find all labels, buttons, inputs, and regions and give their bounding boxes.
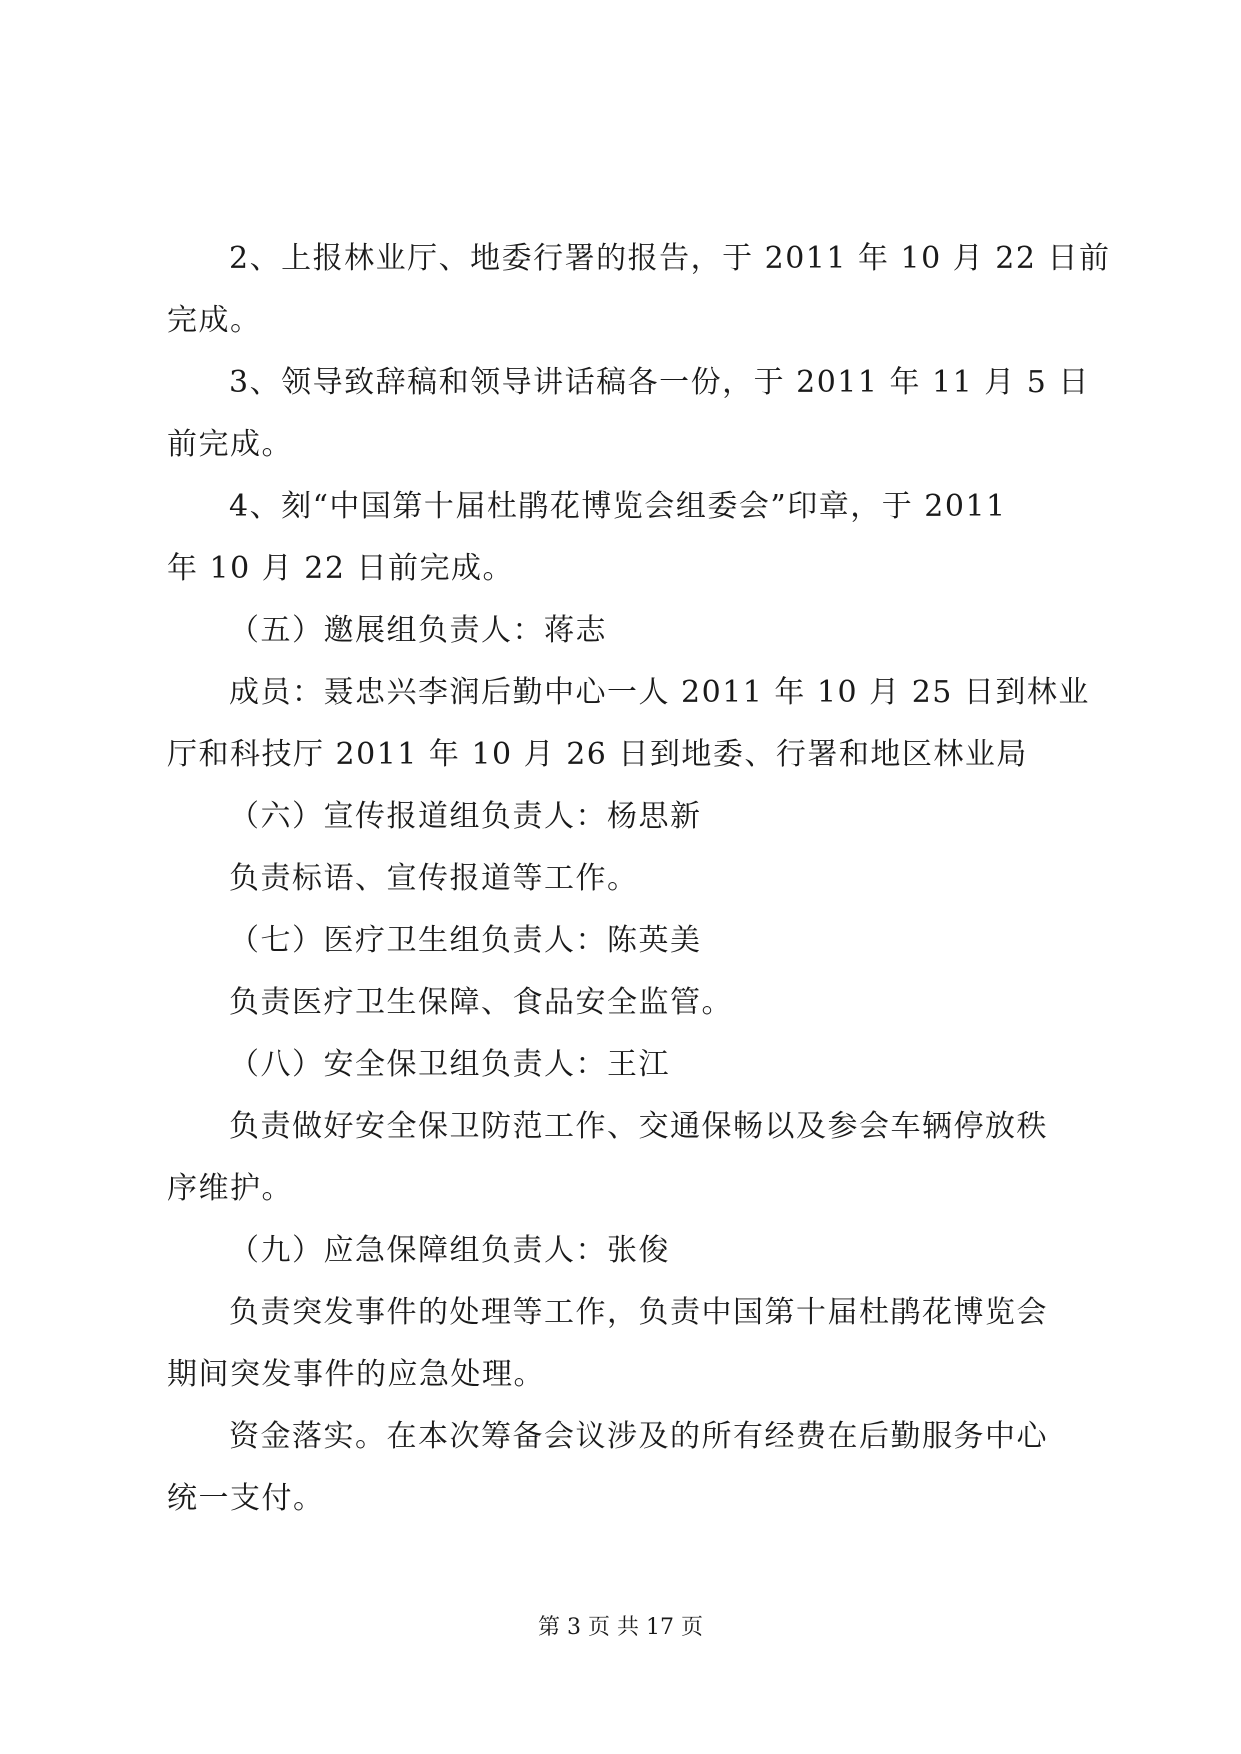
paragraph-line: 2、上报林业厅、地委行署的报告，于 2011 年 10 月 22 日前 — [229, 241, 1111, 276]
paragraph-line: 前完成。 — [167, 427, 293, 462]
paragraph-line: 完成。 — [167, 303, 262, 338]
paragraph-line: 期间突发事件的应急处理。 — [167, 1357, 545, 1392]
paragraph-line: 负责做好安全保卫防范工作、交通保畅以及参会车辆停放秩 — [229, 1109, 1048, 1144]
section-heading: （六）宣传报道组负责人：杨思新 — [229, 799, 702, 834]
document-body — [167, 228, 1111, 1530]
page-number-footer: 第 3 页 共 17 页 — [538, 1615, 703, 1640]
paragraph-line: 年 10 月 22 日前完成。 — [167, 551, 514, 586]
paragraph-line: 负责医疗卫生保障、食品安全监管。 — [229, 985, 733, 1020]
paragraph-line: 4、刻“中国第十届杜鹃花博览会组委会”印章，于 2011 — [229, 489, 1007, 524]
section-heading: （五）邀展组负责人：蒋志 — [229, 613, 607, 648]
paragraph-line: 成员：聂忠兴李润后勤中心一人 2011 年 10 月 25 日到林业 — [229, 675, 1090, 710]
paragraph-line: 负责标语、宣传报道等工作。 — [229, 861, 639, 896]
paragraph-line: 统一支付。 — [167, 1481, 325, 1516]
paragraph-line: 厅和科技厅 2011 年 10 月 26 日到地委、行署和地区林业局 — [167, 737, 1028, 772]
section-heading: （九）应急保障组负责人：张俊 — [229, 1233, 670, 1268]
section-heading: （八）安全保卫组负责人：王江 — [229, 1047, 670, 1082]
paragraph-line: 负责突发事件的处理等工作，负责中国第十届杜鹃花博览会 — [229, 1295, 1048, 1330]
paragraph-line: 3、领导致辞稿和领导讲话稿各一份，于 2011 年 11 月 5 日 — [229, 365, 1090, 400]
paragraph-line: 序维护。 — [167, 1171, 293, 1206]
section-heading: （七）医疗卫生组负责人：陈英美 — [229, 923, 702, 958]
paragraph-line: 资金落实。在本次筹备会议涉及的所有经费在后勤服务中心 — [229, 1419, 1048, 1454]
